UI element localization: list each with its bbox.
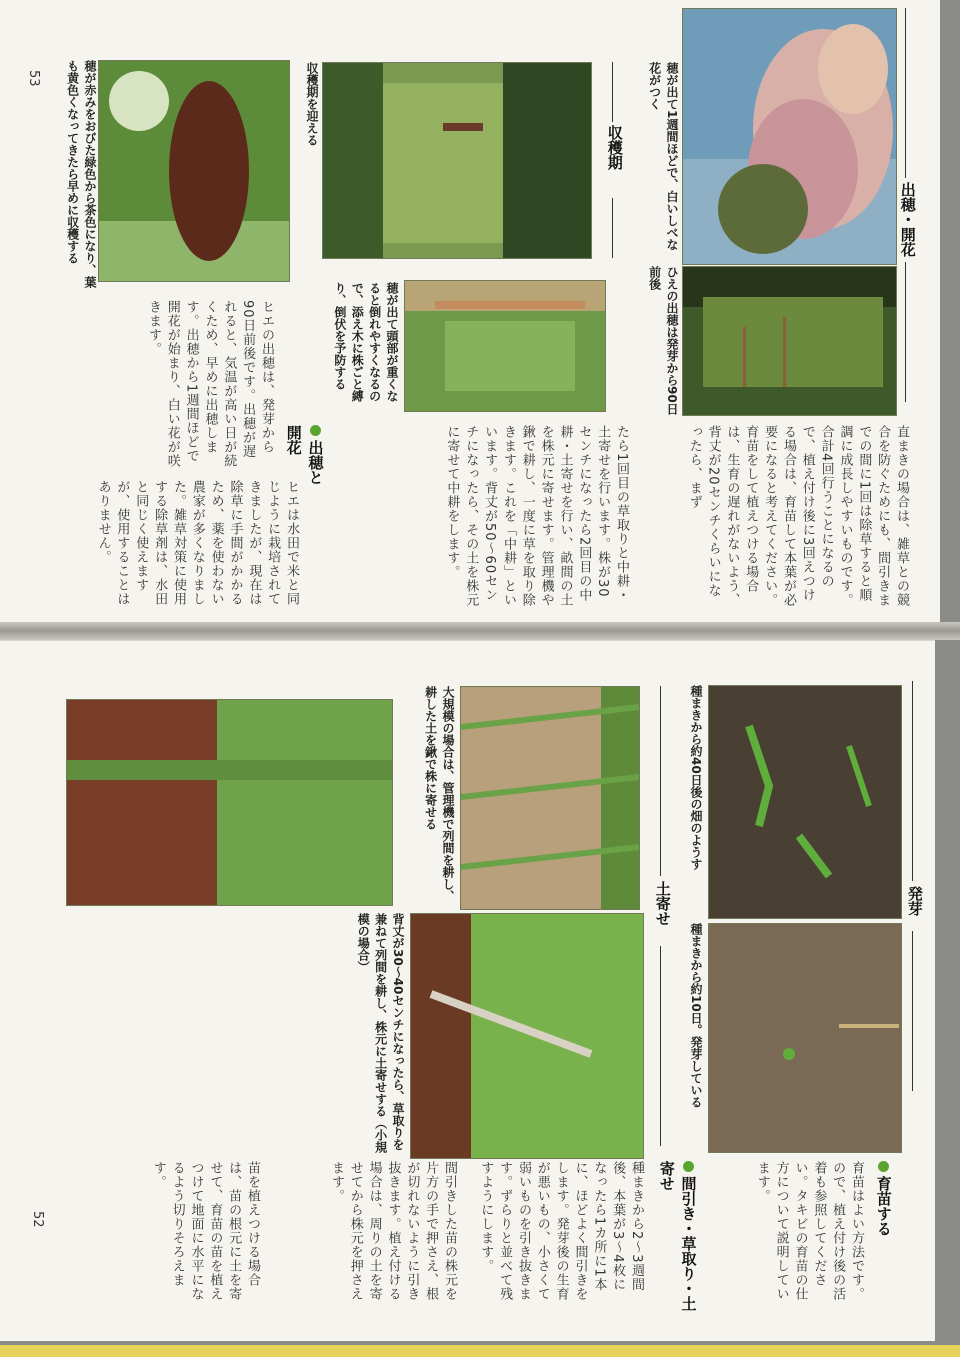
photo-staking [404,280,606,412]
heading-body-seedling [872,1161,894,1251]
caption-sprout-40: 種まきから約40日後の畑のようす [689,685,703,870]
photo-hoeing [410,913,644,1159]
caption-staking: 穂が出て頭部が重くなると倒れやすくなるので、添え木に株ごと縛り、倒伏を予防する [332,282,399,402]
heading-earthing: 土寄せ [653,881,672,926]
page-53 [0,0,940,623]
text-block-d-bottom: 苗を植えつける場合は、苗の根元に土を寄せて、育苗の苗を植えつけて地面に水平になるよう切りそろえます。 [150,1161,260,1301]
book-gutter [0,622,960,640]
photo-field-rows [66,699,393,906]
section-rule [612,198,613,258]
flower-image [683,9,896,264]
section-rule [660,946,661,1146]
caption-flower: 穂が出て1週間ほどで、白いしべな花がつく [647,62,679,251]
heading-body-bloom [282,425,326,495]
caption-heading: ひえの出穂は発芽から90日前後 [647,266,679,415]
caption-hoeing: 背丈が30～40センチになったら、草取りを兼ねて列間を耕し、株元に土寄せする（小規模の場合） [356,913,405,1153]
photo-heading-field [682,266,897,416]
page-number-53: 53 [26,70,41,87]
text-block-c: ヒエは水田で米と同じように栽培されてきましたが、現在は除草に手間がかかるため、薬を使わない農家が多くなりました。雑草対策に使用する除草剤は、水田と同じく使えますが、使用することはありません。 [95,480,299,606]
text-block-c-bottom: 間引きした苗の株元を片方の手で押さえ、根が切れないように引き抜きます。植え付ける場合は、周りの土を寄せてから株元を押さえます。 [328,1161,457,1301]
page-edge-strip [0,1345,960,1357]
harvest-field-image [323,63,591,258]
ripe-ear-image [99,61,289,281]
text-block-a-bottom: 育苗はよい方法です。ので、植え付け後の活着も参照してください。タキビの育苗の仕方について説明しています。 [754,1161,864,1301]
bullet-dot [310,425,321,436]
sprout-40-image [709,686,901,918]
machine-tilling-image [461,687,639,909]
text-block-d: ヒエの出穂は、発芽から90日前後です。出穂が遅れると、気温が高い日が続くため、早めに出穂します。出穂から1週間ほどで開花が始まり、白い花が咲きます。 [145,300,274,468]
heading-body-thinning-text: 間引き・草取り・土寄せ [657,1161,698,1311]
bullet-dot [683,1161,694,1172]
bullet-dot [878,1161,889,1172]
section-rule [912,931,913,1091]
photo-sprout-40 [708,685,902,919]
heading-body-seedling-label: 育苗する [874,1176,893,1236]
text-block-a: 直まきの場合は、雑草との競合を防ぐためにも、間引きまでの間に1回は除草すると順調に成長しやすいものです。合計4回行うことになるので、植え付け後に3回えつける場合は、育苗して本葉が必要になると考えてください。育苗をして植えつける場合は、生育の遅れがないよう、背丈が20センチくらいになったら、まず [686,425,909,607]
field-image [683,267,896,415]
heading-germination: 発芽 [905,886,924,916]
caption-ripe-ear: 穂が赤みをおびた緑色から茶色になり、葉も黄色くなってきたら早めに収穫する [65,60,97,288]
heading-bloom: 出穂・開花 [898,182,917,257]
caption-harvest-field: 収穫期を迎える [305,62,319,146]
photo-sprout-10 [708,923,902,1153]
heading-body-thinning-label [655,1161,699,1321]
field-rows-image [67,700,392,905]
section-rule [912,681,913,881]
photo-harvest-field [322,62,592,259]
hoeing-image [411,914,643,1158]
caption-machine: 大規模の場合は、管理機で列間を耕し、耕した土を鍬で株に寄せる [423,686,455,902]
section-rule [905,262,906,402]
photo-ripe-ear [98,60,290,282]
heading-harvest: 収穫期 [605,125,624,170]
page-52 [0,640,935,1341]
section-rule [660,686,661,876]
section-rule [612,62,613,122]
sprout-10-image [709,924,901,1152]
heading-body-bloom-label: 出穂と開花 [284,425,325,485]
page-number-52: 52 [30,1211,45,1228]
staking-image [405,281,605,411]
text-block-b: たら1回目の草取りと中耕・土寄せを行います。株が30センチになったら2回目の中耕・土寄せを行い、畝間の土を株元に寄せます。管理機や鍬で耕し、一度に草を取り除きます。これを「中耕」といいます。背丈が50～60センチになったら、その土を株元に寄せて中耕をします。 [444,425,629,607]
photo-flower-closeup [682,8,897,265]
photo-machine-tilling [460,686,640,910]
caption-sprout-10: 種まきから約10日。発芽している [689,923,703,1108]
text-block-b-bottom: 種まきから2～3週間後、本葉が3～4枚になったら1カ所に1本に、ほどよく間引きをします。発芽後の生育が悪いもの、小さくて弱いものを引き抜きます。ずらりと並べて残すようにします。 [478,1161,644,1301]
section-rule [905,8,906,178]
